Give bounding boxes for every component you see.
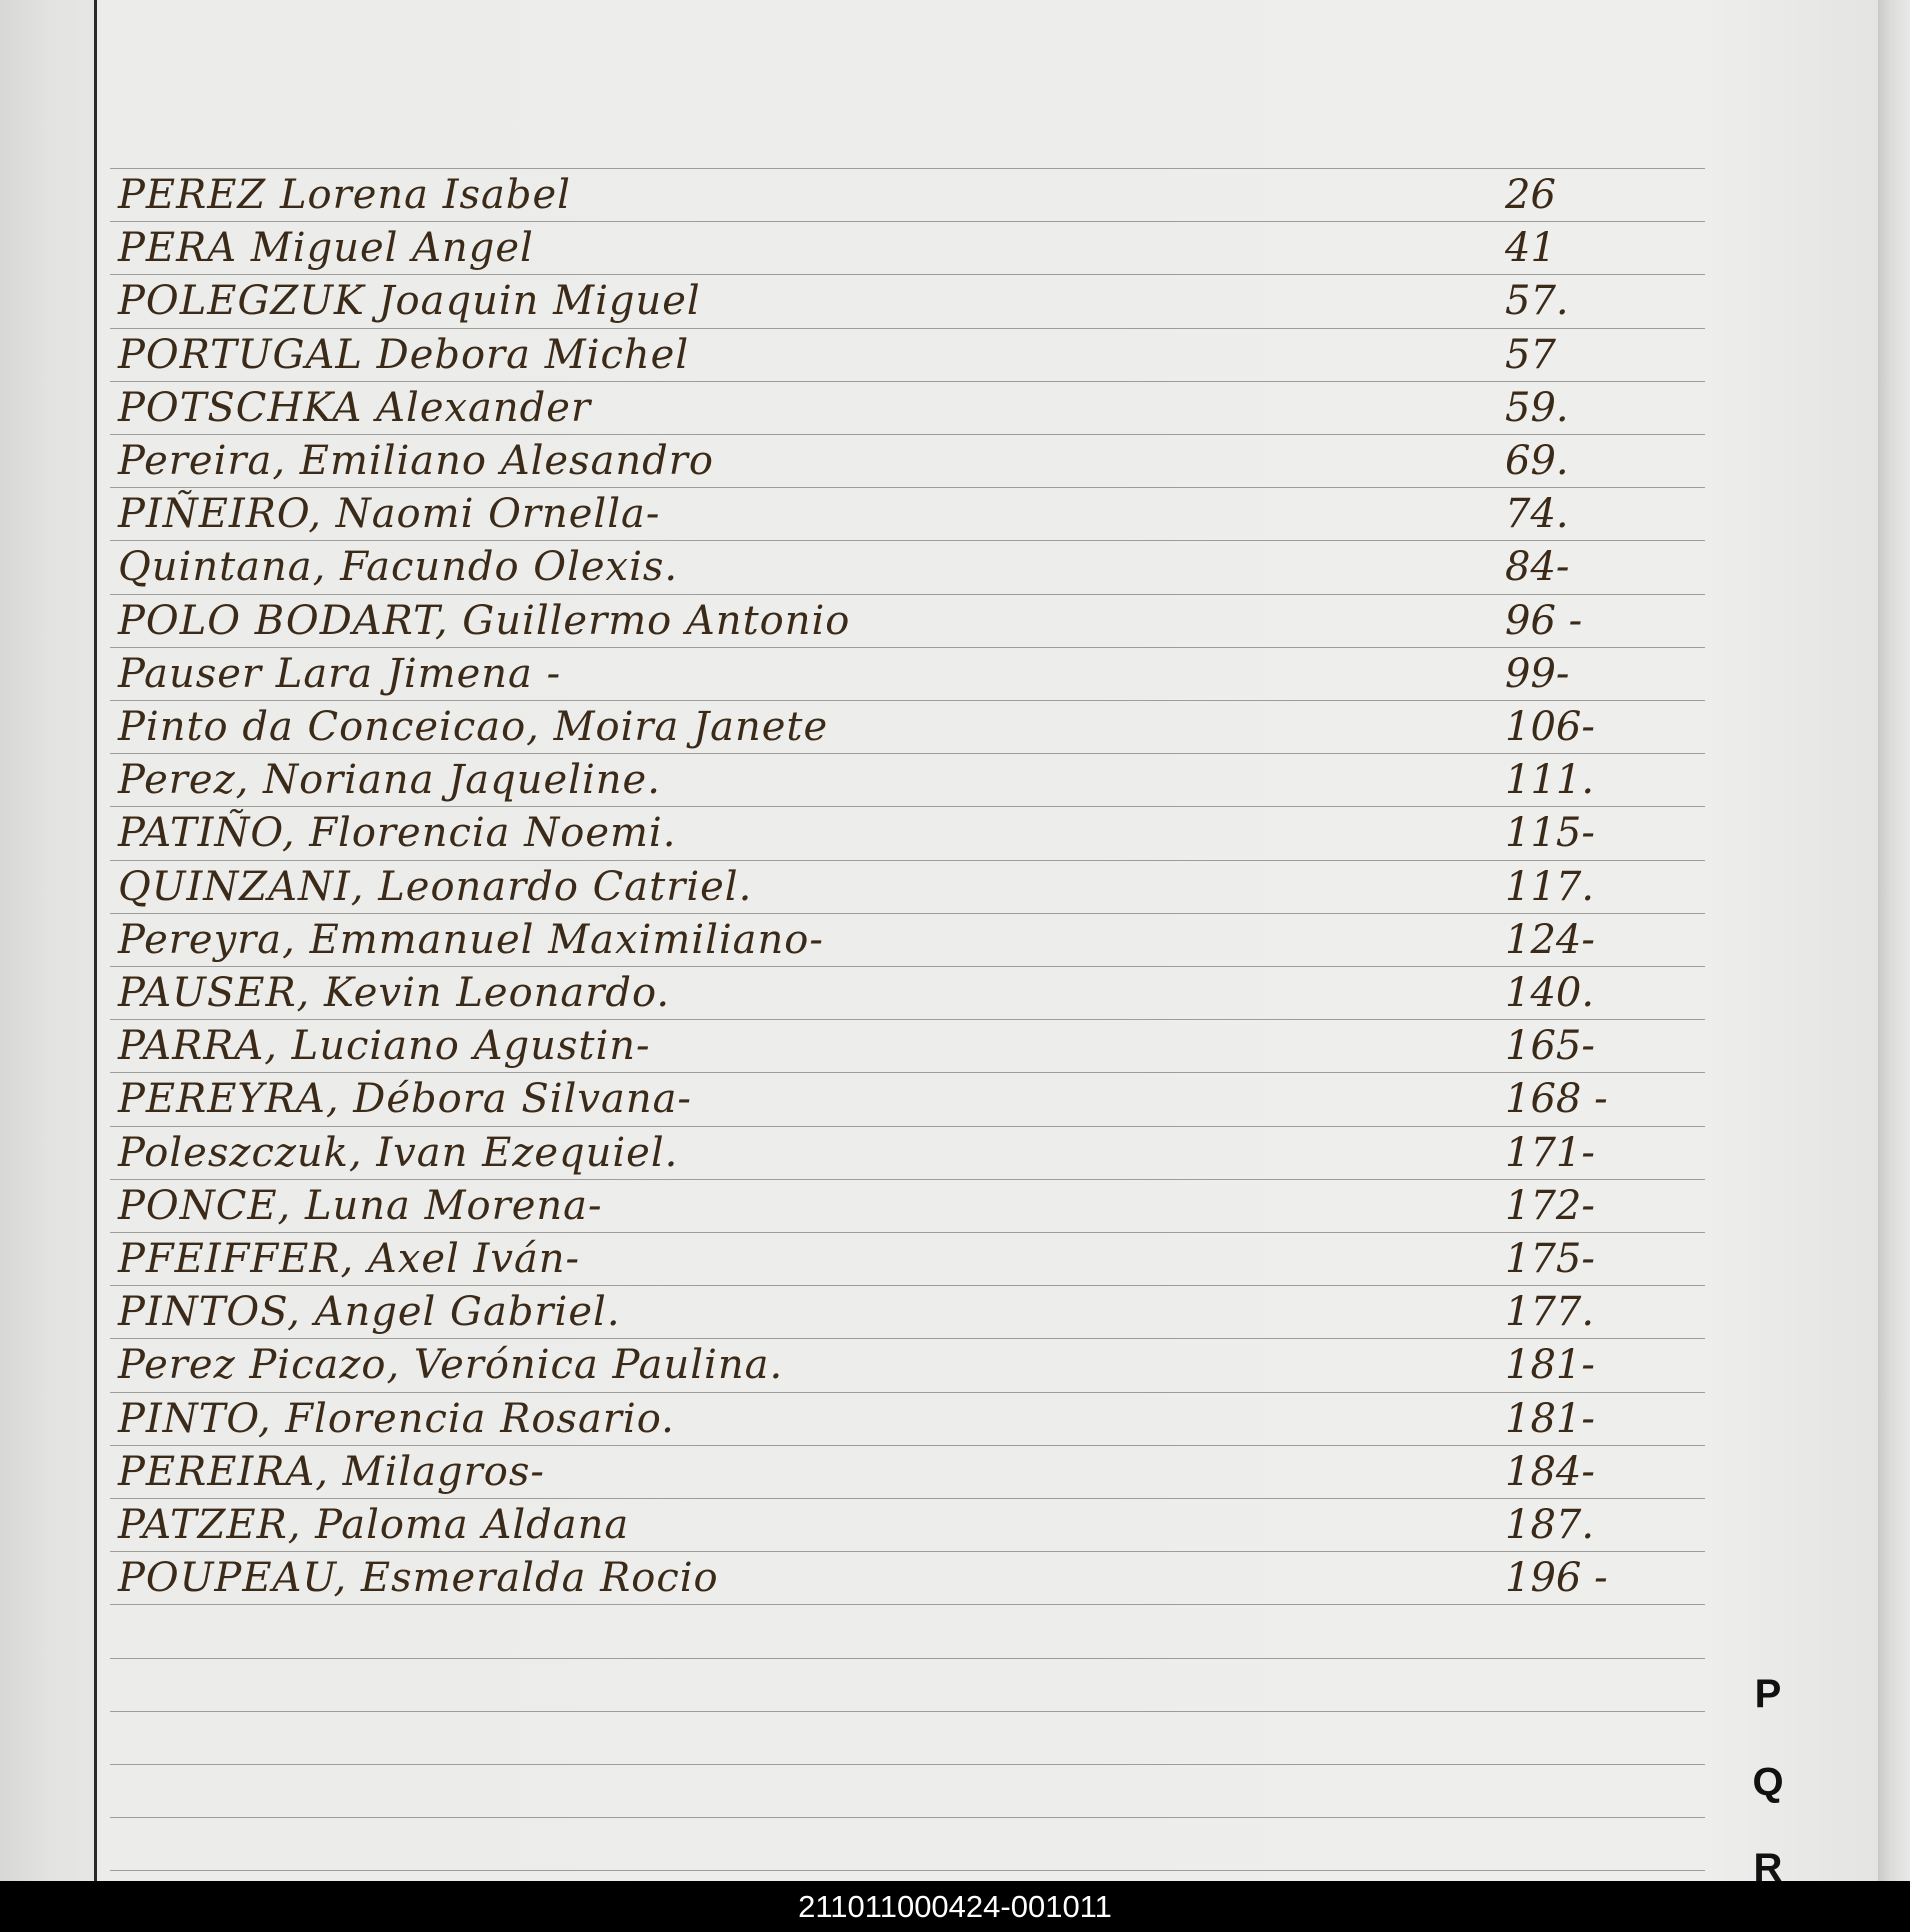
rule-line: [110, 1604, 1705, 1605]
entry-number: 84-: [1505, 544, 1570, 590]
entry-name: PARRA, Luciano Agustin-: [118, 1023, 651, 1069]
entry-number: 187.: [1505, 1502, 1595, 1548]
entry-number: 181-: [1505, 1342, 1595, 1388]
entry-name: PIÑEIRO, Naomi Ornella-: [118, 491, 661, 537]
index-tab-q[interactable]: Q: [1752, 1760, 1784, 1804]
footer-id-bar: [0, 1881, 1910, 1932]
entry-name: Poleszczuk, Ivan Ezequiel.: [118, 1130, 679, 1176]
entry-number: 140.: [1505, 970, 1595, 1016]
entry-name: POLEGZUK Joaquin Miguel: [118, 278, 701, 324]
entry-name: PEREZ Lorena Isabel: [118, 172, 571, 218]
entry-name: PAUSER, Kevin Leonardo.: [118, 970, 671, 1016]
footer-id: 211011000424-001011: [798, 1889, 1112, 1924]
entry-name: POLO BODART, Guillermo Antonio: [118, 598, 851, 644]
rule-line: [110, 1658, 1705, 1659]
entry-number: 99-: [1505, 651, 1570, 697]
entry-name: Pauser Lara Jimena -: [118, 651, 562, 697]
entry-number: 57.: [1505, 278, 1569, 324]
rule-line: [110, 1817, 1705, 1818]
entry-name: PATIÑO, Florencia Noemi.: [118, 810, 677, 856]
entry-number: 74.: [1505, 491, 1569, 537]
entry-name: PFEIFFER, Axel Iván-: [118, 1236, 581, 1282]
entry-name: Quintana, Facundo Olexis.: [118, 544, 679, 590]
rule-line: [110, 1764, 1705, 1765]
entry-number: 59.: [1505, 385, 1569, 431]
entry-number: 168 -: [1505, 1076, 1608, 1122]
entry-name: POTSCHKA Alexander: [118, 385, 592, 431]
entry-number: 124-: [1505, 917, 1595, 963]
entry-name: Pinto da Conceicao, Moira Janete: [118, 704, 829, 750]
entry-number: 69.: [1505, 438, 1569, 484]
entry-number: 196 -: [1505, 1555, 1608, 1601]
entry-number: 184-: [1505, 1449, 1595, 1495]
entry-name: PINTOS, Angel Gabriel.: [118, 1289, 621, 1335]
entry-name: Pereyra, Emmanuel Maximiliano-: [118, 917, 824, 963]
entry-name: PERA Miguel Angel: [118, 225, 534, 271]
entry-number: 106-: [1505, 704, 1595, 750]
index-tab-r[interactable]: R: [1753, 1846, 1783, 1881]
entry-number: 172-: [1505, 1183, 1595, 1229]
entry-name: QUINZANI, Leonardo Catriel.: [118, 864, 753, 910]
rule-line: [110, 1870, 1705, 1871]
page-right-edge: [1878, 0, 1910, 1881]
entry-name: PORTUGAL Debora Michel: [118, 332, 690, 378]
entry-number: 111.: [1505, 757, 1595, 803]
entry-number: 177.: [1505, 1289, 1595, 1335]
entry-name: PONCE, Luna Morena-: [118, 1183, 603, 1229]
left-margin-strip: [0, 0, 96, 1881]
entry-number: 115-: [1505, 810, 1595, 856]
entry-number: 41: [1505, 225, 1556, 271]
entry-number: 117.: [1505, 864, 1595, 910]
entry-name: POUPEAU, Esmeralda Rocio: [118, 1555, 719, 1601]
entry-name: Perez Picazo, Verónica Paulina.: [118, 1342, 784, 1388]
entry-number: 57: [1505, 332, 1556, 378]
entry-number: 181-: [1505, 1396, 1595, 1442]
entry-number: 171-: [1505, 1130, 1595, 1176]
entry-number: 165-: [1505, 1023, 1595, 1069]
entry-number: 175-: [1505, 1236, 1595, 1282]
rule-line: [110, 1711, 1705, 1712]
entry-name: PATZER, Paloma Aldana: [118, 1502, 630, 1548]
entry-name: Perez, Noriana Jaqueline.: [118, 757, 661, 803]
entry-name: PEREYRA, Débora Silvana-: [118, 1076, 692, 1122]
entry-name: Pereira, Emiliano Alesandro: [118, 438, 714, 484]
entry-name: PINTO, Florencia Rosario.: [118, 1396, 675, 1442]
index-tab-p[interactable]: P: [1754, 1672, 1782, 1716]
entry-number: 26: [1505, 172, 1556, 218]
entry-name: PEREIRA, Milagros-: [118, 1449, 545, 1495]
entry-number: 96 -: [1505, 598, 1583, 644]
margin-line: [94, 0, 97, 1881]
